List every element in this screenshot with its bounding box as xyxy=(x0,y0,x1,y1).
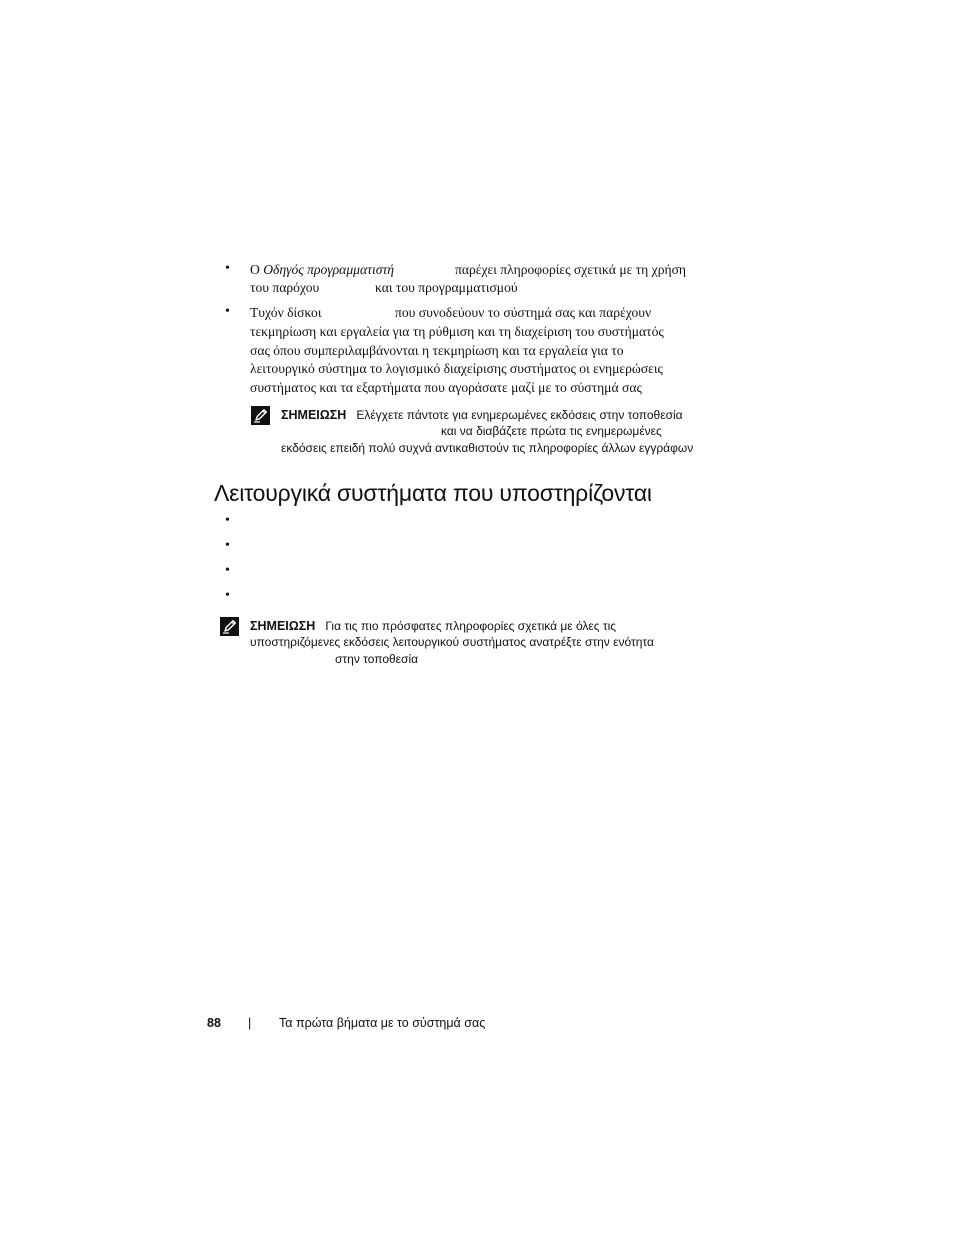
list-item-text: παρέχει πληροφορίες σχετικά με τη χρήση xyxy=(455,262,687,277)
list-item-text: Τυχόν δίσκοι xyxy=(250,305,322,320)
page-number: 88 xyxy=(207,1016,221,1030)
note-text: υποστηριζόμενες εκδόσεις λειτουργικού συστήματος ανατρέξτε στην ενότητα xyxy=(250,635,654,649)
bullet-dot: • xyxy=(225,261,230,276)
note-text: εκδόσεις επειδή πολύ συχνά αντικαθιστούν τις πληροφορίες άλλων εγγράφων xyxy=(281,441,694,455)
footer-title: Τα πρώτα βήματα με το σύστημά σας xyxy=(279,1016,486,1030)
note-label: ΣΗΜΕΙΩΣΗ xyxy=(281,408,347,422)
bullet-dot: • xyxy=(225,588,230,603)
bullet-dot: • xyxy=(225,538,230,553)
note-text: Για τις πιο πρόσφατες πληροφορίες σχετικά με όλες τις xyxy=(325,619,617,633)
list-item-text: και του προγραμματισμού xyxy=(375,280,518,295)
footer-separator: | xyxy=(248,1016,252,1030)
note-pencil-icon xyxy=(251,406,270,425)
note-text: στην τοποθεσία xyxy=(335,652,419,666)
list-item-text: που συνοδεύουν το σύστημά σας και παρέχουν xyxy=(395,305,652,320)
list-item: Ο Οδηγός προγραμματιστή xyxy=(250,262,395,277)
bullet-dot: • xyxy=(225,513,230,528)
note-box xyxy=(250,617,616,635)
section-heading: Λειτουργικά συστήματα που υποστηρίζονται xyxy=(214,480,652,506)
note-text: Ελέγχετε πάντοτε για ενημερωμένες εκδόσεις στην τοποθεσία xyxy=(356,408,683,422)
note-box xyxy=(281,406,683,424)
bullet-dot: • xyxy=(225,563,230,578)
note-label: ΣΗΜΕΙΩΣΗ xyxy=(250,619,316,633)
note-pencil-icon xyxy=(220,617,239,636)
bullet-dot: • xyxy=(225,304,230,319)
list-item-text: του παρόχου xyxy=(250,280,320,295)
note-text: και να διαβάζετε πρώτα τις ενημερωμένες xyxy=(441,424,662,438)
list-item-text: τεκμηρίωση και εργαλεία για τη ρύθμιση και τη διαχείριση του συστήματός xyxy=(250,324,664,339)
list-item-text: συστήματος και τα εξαρτήματα που αγοράσατε μαζί με το σύστημά σας xyxy=(250,380,642,395)
list-item-text: σας όπου συμπεριλαμβάνονται η τεκμηρίωση και τα εργαλεία για το xyxy=(250,343,624,358)
list-item-text: λειτουργικό σύστημα το λογισμικό διαχείρισης συστήματος οι ενημερώσεις xyxy=(250,361,663,376)
